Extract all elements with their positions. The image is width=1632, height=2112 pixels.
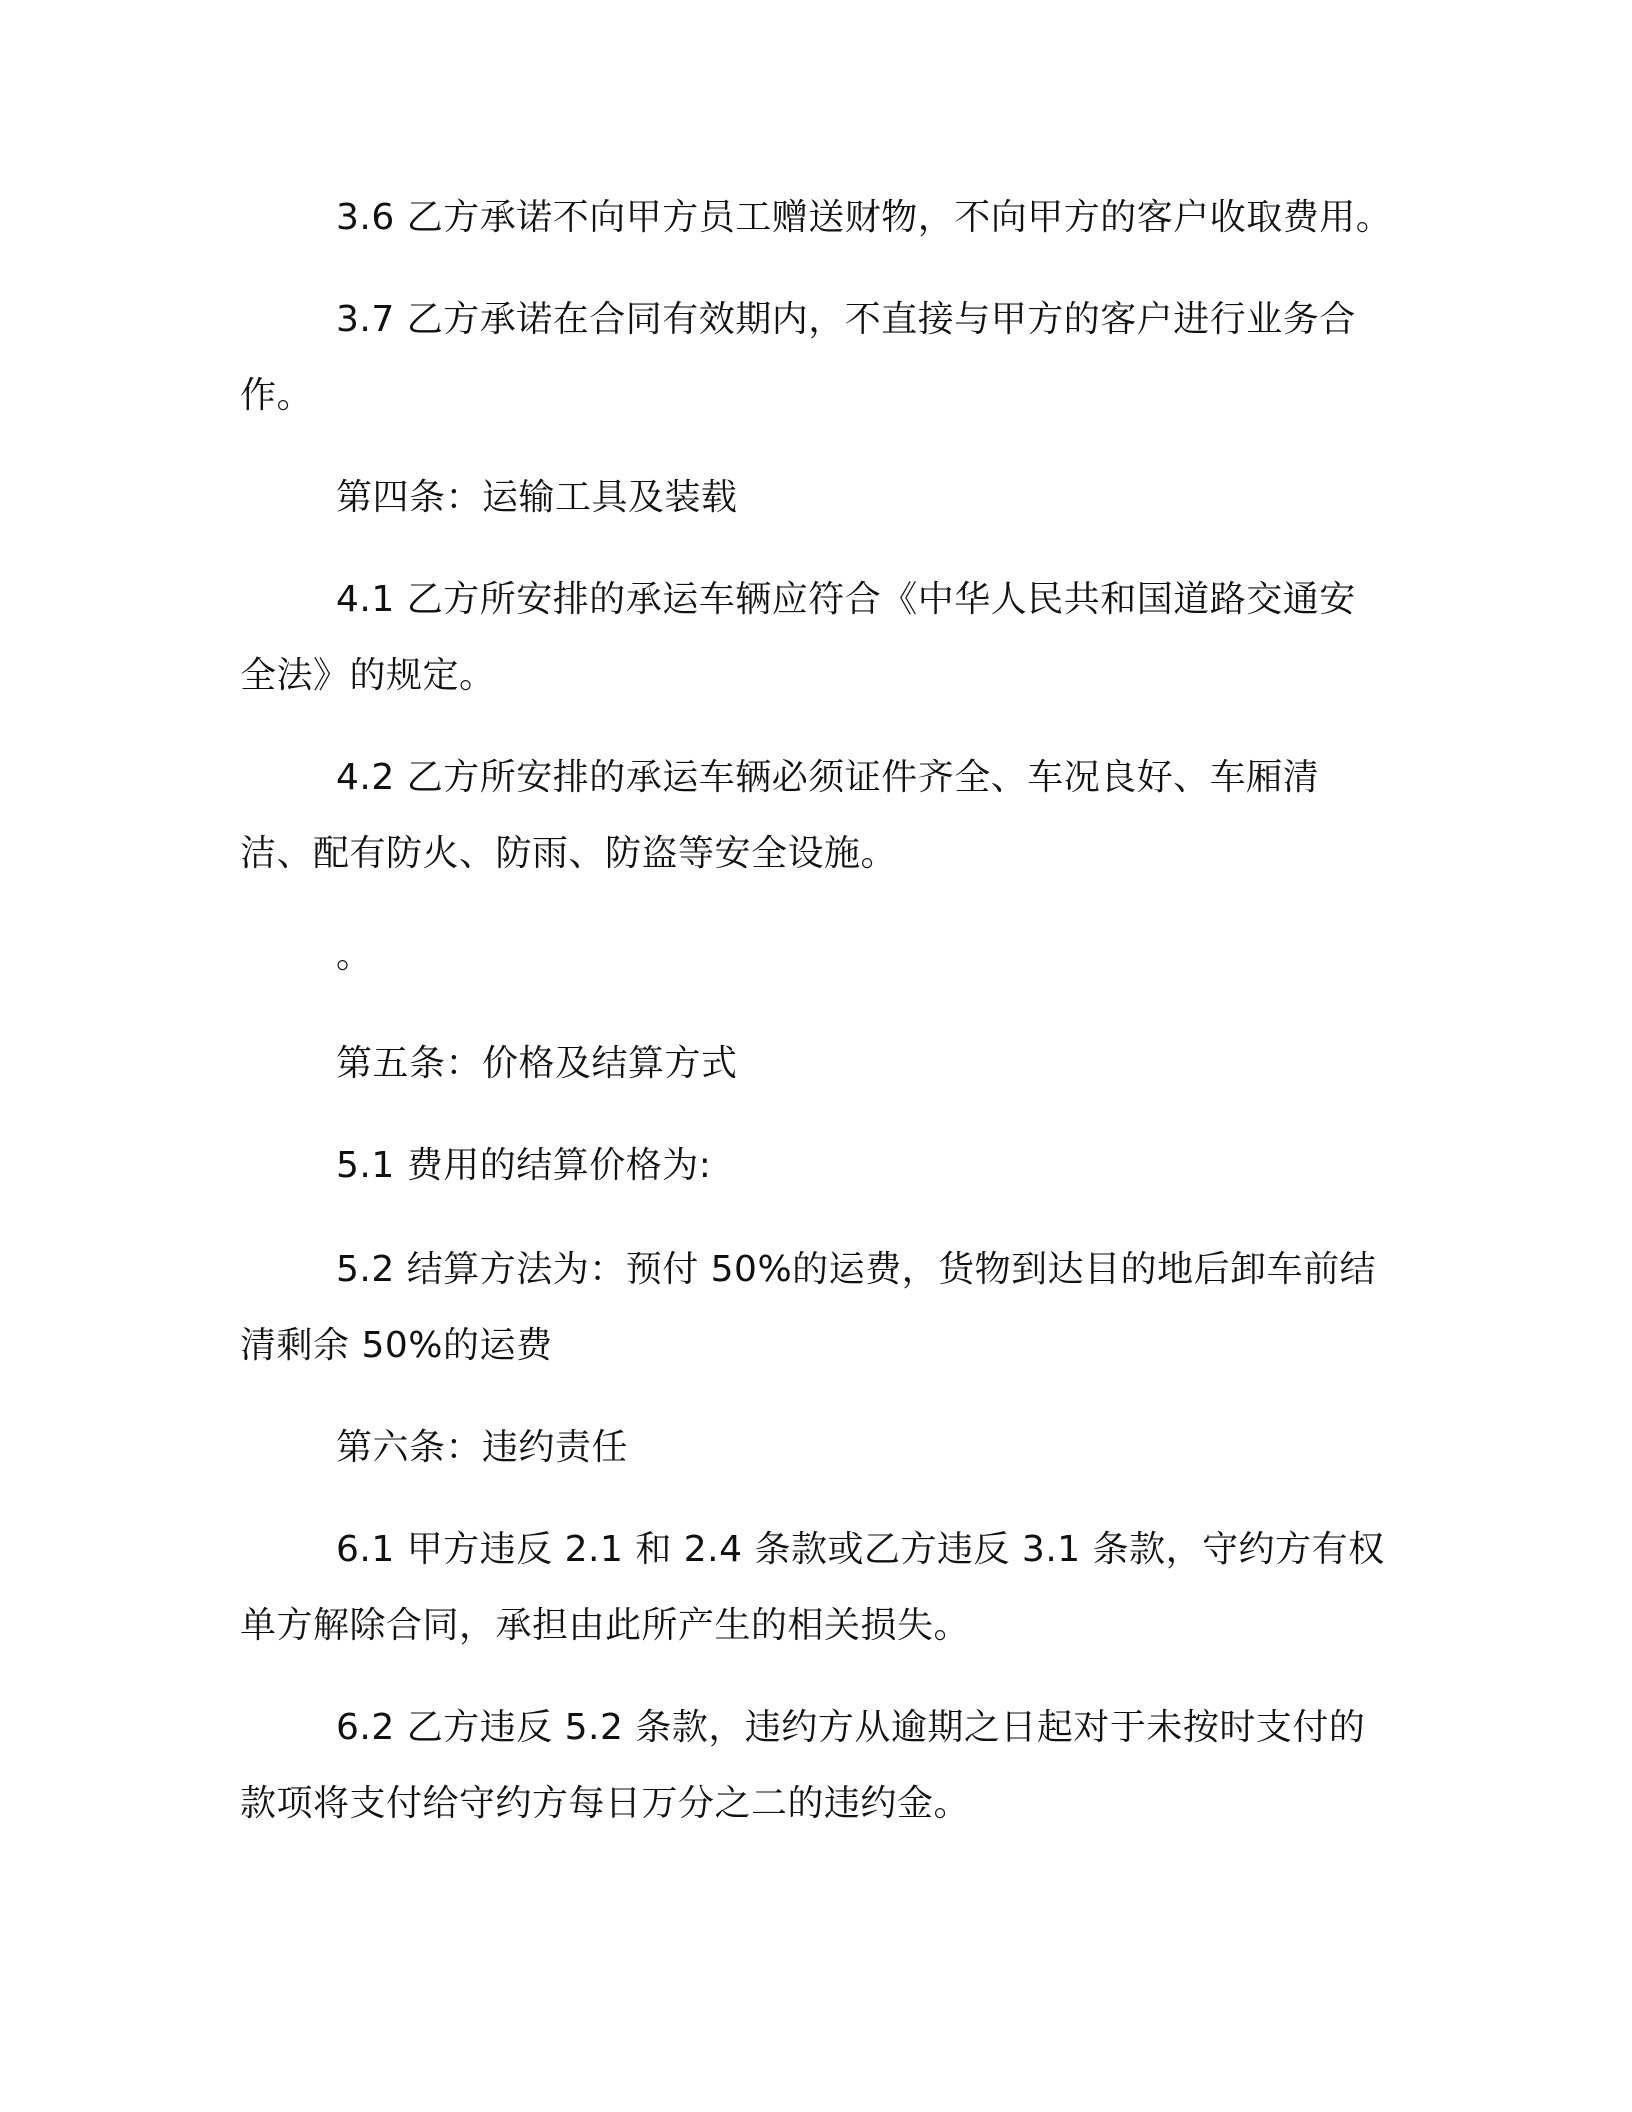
clause-5-1: 5.1 费用的结算价格为:	[336, 1145, 712, 1186]
clause-3-7: 3.7 乙方承诺在合同有效期内，不直接与甲方的客户进行业务合作。	[240, 299, 1356, 416]
article-5-heading: 第五条：价格及结算方式	[336, 1043, 738, 1084]
clause-6-1: 6.1 甲方违反 2.1 和 2.4 条款或乙方违反 3.1 条款，守约方有权单方解除合同，承担由此所产生的相关损失。	[240, 1529, 1385, 1646]
clause-5-2: 5.2 结算方法为：预付 50%的运费，货物到达目的地后卸车前结清剩余 50%的运费	[240, 1249, 1377, 1366]
article-4-heading: 第四条：运输工具及装载	[336, 477, 738, 518]
article-6-heading: 第六条：违约责任	[336, 1427, 629, 1468]
clause-4-1: 4.1 乙方所安排的承运车辆应符合《中华人民共和国道路交通安全法》的规定。	[240, 579, 1356, 696]
clause-4-2: 4.2 乙方所安排的承运车辆必须证件齐全、车况良好、车厢清洁、配有防火、防雨、防盗等安全设施。	[240, 757, 1320, 874]
clause-3-6: 3.6 乙方承诺不向甲方员工赠送财物，不向甲方的客户收取费用。	[336, 197, 1393, 238]
clause-6-2: 6.2 乙方违反 5.2 条款，违约方从逾期之日起对于未按时支付的款项将支付给守约方每日万分之二的违约金。	[240, 1707, 1366, 1824]
stray-period: 。	[336, 935, 373, 976]
